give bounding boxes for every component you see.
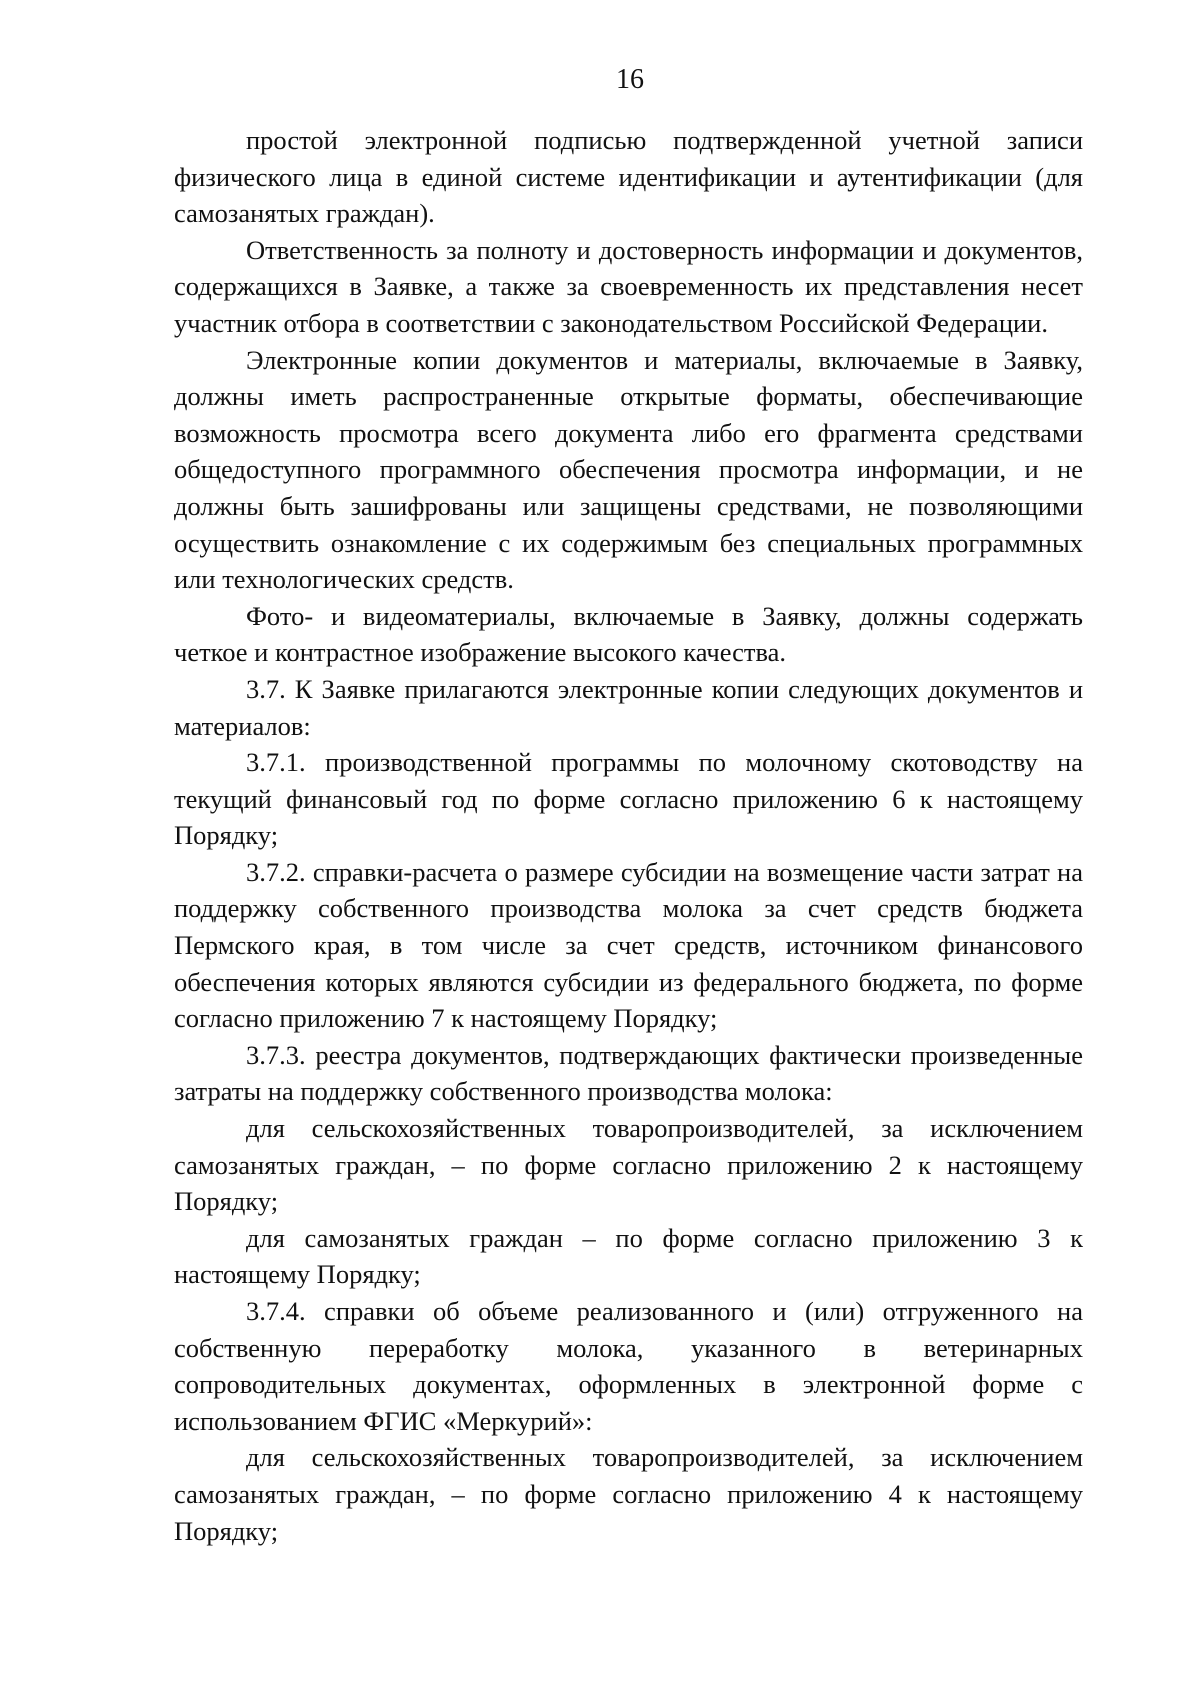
clause-3-7-3-producers: для сельскохозяйственных товаропроизводителей, за исключением самозанятых граждан, – по форме согласно приложению 2 к настоящему Порядку; xyxy=(174,1113,1083,1217)
paragraph-electronic-copies: Электронные копии документов и материалы, включаемые в Заявку, должны иметь распространенные открытые форматы, обеспечивающие возможность просмотра всего документа либо его фрагмента средствами общедоступного программного обеспечения просмотра информации, и не должны быть зашифрованы или защищены средствами, не позволяющими осуществить ознакомление с их содержимым без специальных программных или технологических средств. xyxy=(174,344,1083,595)
paragraph-responsibility: Ответственность за полноту и достоверность информации и документов, содержащихся в Заявке, а также за своевременность их представления несет участник отбора в соответствии с законодательством Российской Федерации. xyxy=(174,234,1083,338)
clause-3-7-4-producers: для сельскохозяйственных товаропроизводителей, за исключением самозанятых граждан, – по форме согласно приложению 4 к настоящему Порядку; xyxy=(174,1442,1083,1546)
body-text xyxy=(174,122,1083,1549)
clause-3-7-3-self-employed: для самозанятых граждан – по форме согласно приложению 3 к настоящему Порядку; xyxy=(174,1222,1083,1290)
clause-3-7-2: 3.7.2. справки-расчета о размере субсидии на возмещение части затрат на поддержку собственного производства молока за счет средств бюджета Пермского края, в том числе за счет средств, источником финансового обеспечения которых являются субсидии из федерального бюджета, по форме согласно приложению 7 к настоящему Порядку; xyxy=(174,856,1083,1034)
clause-3-7-1: 3.7.1. производственной программы по молочному скотоводству на текущий финансовый год по форме согласно приложению 6 к настоящему Порядку; xyxy=(174,747,1083,851)
clause-3-7: 3.7. К Заявке прилагаются электронные копии следующих документов и материалов: xyxy=(174,673,1083,741)
page-number: 16 xyxy=(616,64,644,95)
paragraph-photo-video: Фото- и видеоматериалы, включаемые в Заявку, должны содержать четкое и контрастное изображение высокого качества. xyxy=(174,600,1083,668)
clause-3-7-4: 3.7.4. справки об объеме реализованного и (или) отгруженного на собственную переработку молока, указанного в ветеринарных сопроводительных документах, оформленных в электронной форме с использованием ФГИС «Меркурий»: xyxy=(174,1296,1083,1436)
paragraph-signature-continuation: простой электронной подписью подтвержденной учетной записи физического лица в единой системе идентификации и аутентификации (для самозанятых граждан). xyxy=(174,125,1083,229)
clause-3-7-3: 3.7.3. реестра документов, подтверждающих фактически произведенные затраты на поддержку собственного производства молока: xyxy=(174,1039,1083,1107)
